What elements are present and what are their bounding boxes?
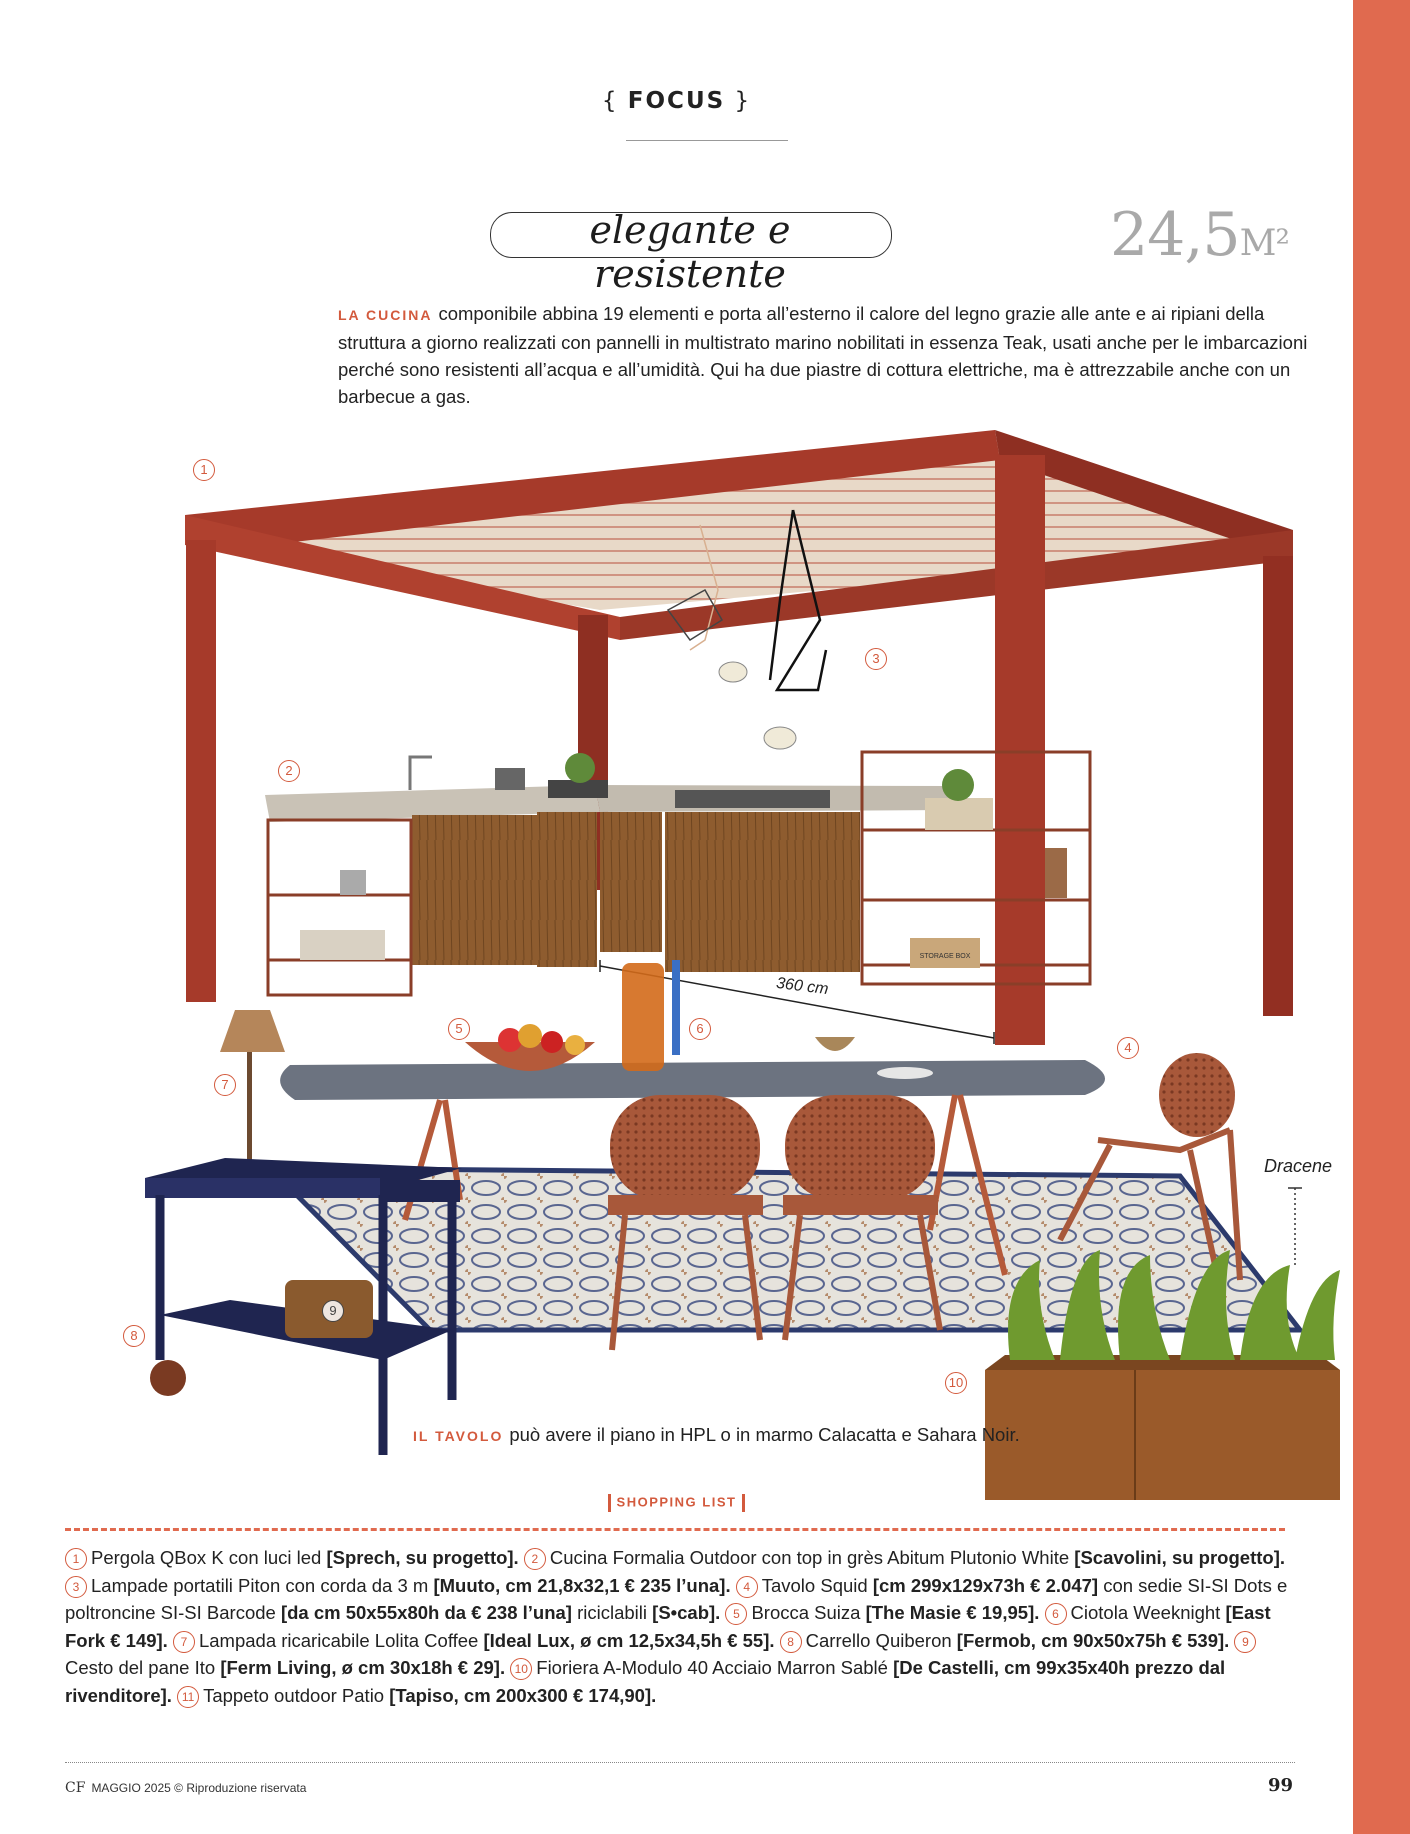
storage-box-left xyxy=(300,930,385,960)
table-note-text: può avere il piano in HPL o in marmo Calacatta e Sahara Noir. xyxy=(509,1424,1020,1445)
item-detail: [Ideal Lux, ø cm 12,5x34,5h € 55]. xyxy=(483,1629,775,1651)
plant-label: Dracene xyxy=(1264,1156,1333,1176)
pergola-post-front xyxy=(995,455,1045,1045)
item-detail-3: [S•cab]. xyxy=(652,1602,721,1623)
item-number: 5 xyxy=(725,1603,747,1625)
item-extra-2: riciclabili xyxy=(571,1602,653,1623)
item-detail: [The Masie € 19,95]. xyxy=(865,1602,1040,1623)
page-title: elegante e resistente xyxy=(589,208,791,296)
item-name: Cucina Formalia Outdoor con top in grès Abitum Plutonio White xyxy=(549,1547,1075,1568)
herb-plant-shelf xyxy=(942,769,974,801)
list-item xyxy=(780,1630,1235,1651)
saucer xyxy=(877,1067,933,1079)
item-detail: [Muuto, cm 21,8x32,1 € 235 l’una]. xyxy=(433,1574,731,1596)
item-number: 9 xyxy=(1234,1631,1256,1653)
kitchen-doors-right xyxy=(665,812,860,972)
item-name: Brocca Suiza xyxy=(751,1602,866,1623)
item-detail: [Ferm Living, ø cm 30x18h € 29]. xyxy=(220,1657,506,1678)
item-detail-2: [da cm 50x55x80h da € 238 l’una] xyxy=(280,1602,572,1623)
item-number: 3 xyxy=(65,1576,87,1598)
shopping-heading-text: SHOPPING LIST xyxy=(616,1494,737,1510)
side-color-band xyxy=(1353,0,1410,1834)
marker-3: 3 xyxy=(865,648,887,670)
item-number: 8 xyxy=(780,1631,802,1653)
pot xyxy=(340,870,366,895)
pergola-post-left xyxy=(186,540,216,1002)
kitchen-shelf-left xyxy=(268,820,411,995)
marker-6: 6 xyxy=(689,1018,711,1040)
table-top xyxy=(280,1060,1105,1100)
marker-4: 4 xyxy=(1117,1037,1139,1059)
cooktop xyxy=(675,790,830,808)
heading-bar-right xyxy=(742,1494,745,1512)
item-name: Lampade portatili Piton con corda da 3 m xyxy=(91,1574,434,1596)
item-detail: [Fermob, cm 90x50x75h € 539]. xyxy=(956,1629,1230,1651)
item-detail: [Tapiso, cm 200x300 € 174,90]. xyxy=(389,1684,657,1706)
marker-7: 7 xyxy=(214,1074,236,1096)
dimension-label: 360 cm xyxy=(775,974,830,999)
kitchen-doors-corner xyxy=(537,812,597,967)
footer-rule xyxy=(65,1762,1295,1763)
planter xyxy=(985,1355,1340,1500)
item-name: Lampada ricaricabile Lolita Coffee xyxy=(198,1629,484,1651)
item-name: Ciotola Weeknight xyxy=(1070,1602,1226,1623)
item-detail: [East Fork € 149]. xyxy=(65,1602,1271,1651)
marker-8: 8 xyxy=(123,1325,145,1347)
item-name: Carrello Quiberon xyxy=(805,1629,957,1651)
vase xyxy=(1045,848,1067,898)
area-value: 24,5M² xyxy=(1110,200,1289,270)
item-number: 4 xyxy=(736,1576,758,1598)
item-number: 10 xyxy=(510,1658,532,1680)
item-name: Cesto del pane Ito xyxy=(65,1657,221,1678)
list-item xyxy=(725,1602,1044,1623)
storage-box-label: STORAGE BOX xyxy=(919,953,971,960)
marker-10: 10 xyxy=(945,1372,967,1394)
list-item xyxy=(173,1630,780,1651)
planter-box-shelf xyxy=(925,798,993,830)
section-label: { FOCUS } xyxy=(601,88,752,114)
item-name: Fioriera A-Modulo 40 Acciaio Marron Sablé xyxy=(536,1657,894,1678)
item-detail: [De Castelli, cm 99x35x40h prezzo dal rivenditore]. xyxy=(65,1657,1226,1706)
marker-9: 9 xyxy=(322,1300,344,1322)
pergola-post-right xyxy=(1263,556,1293,1016)
water-jug xyxy=(622,963,664,1071)
table-note-kicker: IL TAVOLO xyxy=(413,1428,504,1444)
item-number: 2 xyxy=(524,1548,546,1570)
marker-2: 2 xyxy=(278,760,300,782)
list-item xyxy=(65,1575,736,1596)
shopping-list xyxy=(65,1544,1295,1709)
list-item xyxy=(177,1685,656,1706)
utensil-holder xyxy=(495,768,525,790)
item-number: 11 xyxy=(177,1686,199,1708)
item-name: Tavolo Squid xyxy=(761,1574,873,1596)
shopping-divider xyxy=(65,1528,1285,1531)
intro-kicker: LA CUCINA xyxy=(338,307,433,323)
item-detail: [Sprech, su progetto]. xyxy=(326,1547,519,1568)
footer-issue: MAGGIO 2025 © Riproduzione riservata xyxy=(91,1781,307,1795)
item-extra: con sedie SI-SI Dots e poltroncine SI-SI Barcode xyxy=(65,1574,1288,1623)
faucet xyxy=(410,757,432,790)
page-number: 99 xyxy=(1268,1775,1294,1796)
kitchen-doors-left xyxy=(412,815,537,965)
outdoor-kitchen xyxy=(265,752,1090,995)
kitchen-doors-mid xyxy=(600,812,662,952)
weeknight-bowl xyxy=(815,1037,855,1051)
heading-bar-left xyxy=(608,1494,611,1512)
jug-handle xyxy=(672,960,680,1055)
intro-text: componibile abbina 19 elementi e porta all’esterno il calore del legno grazie alle ante e ai ripiani della struttura a giorno realizzati con pannelli in multistrato marino nobilitati in essenza Teak, usati anche per le imbarcazioni perché sono resistenti all’acqua e all’umidità. Qui ha due piastre di cottura elettriche, ma è attrezzabile anche con un barbecue a gas. xyxy=(338,303,1308,407)
item-name: Pergola QBox K con luci led xyxy=(91,1547,327,1568)
table-note xyxy=(413,1424,1020,1446)
footer-credit xyxy=(65,1780,306,1796)
item-number: 7 xyxy=(173,1631,195,1653)
item-name: Tappeto outdoor Patio xyxy=(203,1684,390,1706)
marker-1: 1 xyxy=(193,459,215,481)
list-item xyxy=(65,1547,524,1568)
magazine-logo: CF xyxy=(65,1780,86,1796)
shopping-list-heading xyxy=(0,1494,1353,1512)
item-number: 6 xyxy=(1045,1603,1067,1625)
marker-5: 5 xyxy=(448,1018,470,1040)
item-detail: [Scavolini, su progetto]. xyxy=(1074,1547,1285,1568)
item-number: 1 xyxy=(65,1548,87,1570)
herb-plant xyxy=(565,753,595,783)
list-item xyxy=(524,1547,1285,1568)
item-detail: [cm 299x129x73h € 2.047] xyxy=(872,1574,1099,1596)
